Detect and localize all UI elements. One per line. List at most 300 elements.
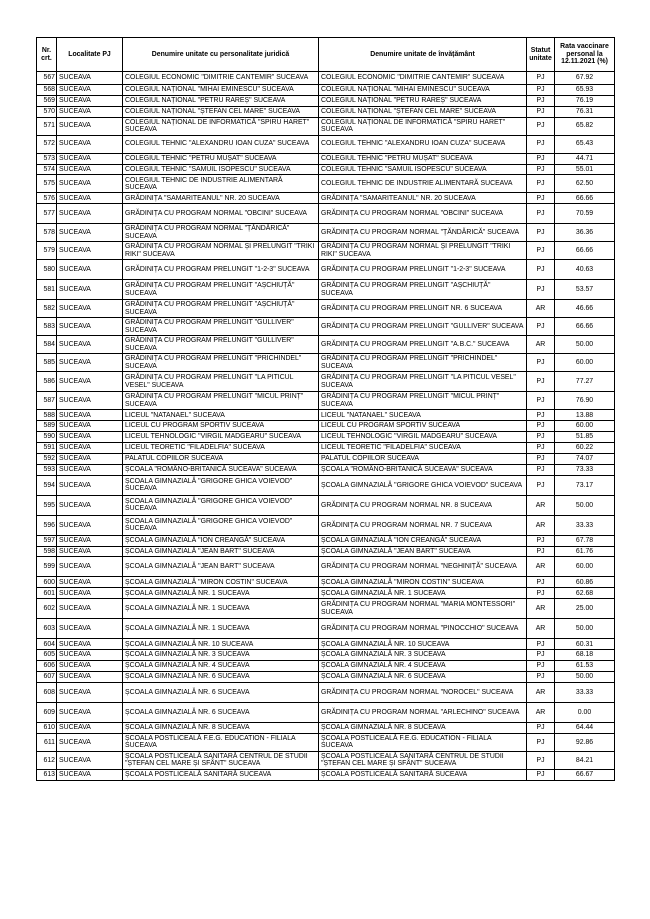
cell-rata-vaccinare: 66.67 <box>555 769 615 780</box>
cell-unitate-invatamant: GRĂDINIȚA CU PROGRAM NORMAL "NOROCEL" SUCEAVA <box>319 682 527 702</box>
cell-unitate-pj: ȘCOALA GIMNAZIALĂ "GRIGORE GHICA VOIEVOD" SUCEAVA <box>123 495 319 515</box>
table-row <box>37 599 615 619</box>
table-row <box>37 175 615 193</box>
cell-unitate-invatamant: ȘCOALA GIMNAZIALĂ NR. 8 SUCEAVA <box>319 722 527 733</box>
cell-rata-vaccinare: 60.31 <box>555 639 615 650</box>
cell-statut-unitate: PJ <box>527 639 555 650</box>
cell-localitate-pj: SUCEAVA <box>57 671 123 682</box>
cell-localitate-pj: SUCEAVA <box>57 702 123 722</box>
table-row <box>37 619 615 639</box>
table-row <box>37 475 615 495</box>
cell-unitate-pj: PALATUL COPIILOR SUCEAVA <box>123 453 319 464</box>
cell-unitate-pj: COLEGIUL NAȚIONAL "ȘTEFAN CEL MARE" SUCEAVA <box>123 106 319 117</box>
cell-unitate-invatamant: GRĂDINIȚA CU PROGRAM PRELUNGIT "GULLIVER" SUCEAVA <box>319 318 527 336</box>
cell-unitate-invatamant: GRĂDINIȚA CU PROGRAM PRELUNGIT "PRICHINDEL" SUCEAVA <box>319 354 527 372</box>
cell-localitate-pj: SUCEAVA <box>57 242 123 260</box>
cell-rata-vaccinare: 92.86 <box>555 733 615 751</box>
cell-unitate-invatamant: GRĂDINIȚA CU PROGRAM NORMAL "PINOCCHIO" SUCEAVA <box>319 619 527 639</box>
cell-unitate-invatamant: ȘCOALA POSTLICEALĂ SANITARĂ CENTRUL DE STUDII "ȘTEFAN CEL MARE ȘI SFÂNT" SUCEAVA <box>319 751 527 769</box>
cell-statut-unitate: PJ <box>527 588 555 599</box>
cell-nr-crt: 604 <box>37 639 57 650</box>
cell-statut-unitate: PJ <box>527 650 555 661</box>
table-row <box>37 577 615 588</box>
table-row <box>37 242 615 260</box>
cell-unitate-invatamant: ȘCOALA GIMNAZIALĂ "ION CREANGĂ" SUCEAVA <box>319 535 527 546</box>
table-row <box>37 85 615 96</box>
cell-nr-crt: 593 <box>37 464 57 475</box>
cell-unitate-invatamant: COLEGIUL NAȚIONAL "PETRU RAREȘ" SUCEAVA <box>319 95 527 106</box>
table-row <box>37 722 615 733</box>
cell-unitate-pj: GRĂDINIȚA CU PROGRAM PRELUNGIT "PRICHINDEL" SUCEAVA <box>123 354 319 372</box>
table-row <box>37 588 615 599</box>
cell-rata-vaccinare: 60.00 <box>555 557 615 577</box>
table-row <box>37 453 615 464</box>
cell-unitate-invatamant: GRĂDINIȚA CU PROGRAM NORMAL "MARIA MONTESSORI" SUCEAVA <box>319 599 527 619</box>
cell-statut-unitate: PJ <box>527 204 555 224</box>
cell-unitate-pj: ȘCOALA GIMNAZIALĂ NR. 10 SUCEAVA <box>123 639 319 650</box>
cell-localitate-pj: SUCEAVA <box>57 661 123 672</box>
cell-nr-crt: 568 <box>37 85 57 96</box>
cell-unitate-invatamant: COLEGIUL NAȚIONAL "ȘTEFAN CEL MARE" SUCEAVA <box>319 106 527 117</box>
cell-nr-crt: 569 <box>37 95 57 106</box>
cell-rata-vaccinare: 25.00 <box>555 599 615 619</box>
cell-nr-crt: 585 <box>37 354 57 372</box>
cell-unitate-invatamant: LICEUL CU PROGRAM SPORTIV SUCEAVA <box>319 421 527 432</box>
cell-nr-crt: 610 <box>37 722 57 733</box>
cell-nr-crt: 589 <box>37 421 57 432</box>
cell-statut-unitate: PJ <box>527 135 555 153</box>
table-row <box>37 535 615 546</box>
cell-unitate-invatamant: GRĂDINIȚA CU PROGRAM NORMAL "OBCINI" SUCEAVA <box>319 204 527 224</box>
cell-statut-unitate: PJ <box>527 72 555 85</box>
cell-unitate-invatamant: ȘCOALA POSTLICEALĂ SANITARĂ SUCEAVA <box>319 769 527 780</box>
cell-nr-crt: 596 <box>37 515 57 535</box>
cell-rata-vaccinare: 76.31 <box>555 106 615 117</box>
cell-rata-vaccinare: 33.33 <box>555 682 615 702</box>
cell-rata-vaccinare: 62.50 <box>555 175 615 193</box>
cell-statut-unitate: PJ <box>527 432 555 443</box>
cell-statut-unitate: PJ <box>527 372 555 392</box>
table-row <box>37 300 615 318</box>
cell-statut-unitate: PJ <box>527 453 555 464</box>
cell-localitate-pj: SUCEAVA <box>57 164 123 175</box>
cell-rata-vaccinare: 60.00 <box>555 354 615 372</box>
cell-unitate-invatamant: COLEGIUL TEHNIC "PETRU MUȘAT" SUCEAVA <box>319 153 527 164</box>
cell-localitate-pj: SUCEAVA <box>57 432 123 443</box>
table-row <box>37 224 615 242</box>
cell-rata-vaccinare: 70.59 <box>555 204 615 224</box>
vaccination-rate-table <box>36 37 615 781</box>
cell-unitate-pj: GRĂDINIȚA "SAMARITEANUL" NR. 20 SUCEAVA <box>123 193 319 204</box>
cell-rata-vaccinare: 67.92 <box>555 72 615 85</box>
table-row <box>37 733 615 751</box>
cell-nr-crt: 592 <box>37 453 57 464</box>
cell-rata-vaccinare: 66.66 <box>555 318 615 336</box>
cell-nr-crt: 598 <box>37 546 57 557</box>
table-body <box>37 72 615 781</box>
cell-unitate-invatamant: GRĂDINIȚA CU PROGRAM NORMAL "ARLECHINO" SUCEAVA <box>319 702 527 722</box>
cell-unitate-invatamant: ȘCOALA GIMNAZIALĂ "MIRON COSTIN" SUCEAVA <box>319 577 527 588</box>
cell-nr-crt: 608 <box>37 682 57 702</box>
cell-unitate-invatamant: GRĂDINIȚA CU PROGRAM NORMAL ȘI PRELUNGIT "TRIKI RIKI" SUCEAVA <box>319 242 527 260</box>
cell-localitate-pj: SUCEAVA <box>57 85 123 96</box>
cell-rata-vaccinare: 60.22 <box>555 443 615 454</box>
table-row <box>37 372 615 392</box>
cell-localitate-pj: SUCEAVA <box>57 224 123 242</box>
cell-statut-unitate: PJ <box>527 117 555 135</box>
cell-unitate-invatamant: GRĂDINIȚA CU PROGRAM NORMAL NR. 8 SUCEAVA <box>319 495 527 515</box>
cell-statut-unitate: AR <box>527 599 555 619</box>
cell-unitate-invatamant: LICEUL TEORETIC "FILADELFIA" SUCEAVA <box>319 443 527 454</box>
cell-statut-unitate: AR <box>527 300 555 318</box>
cell-statut-unitate: PJ <box>527 224 555 242</box>
cell-nr-crt: 576 <box>37 193 57 204</box>
cell-nr-crt: 581 <box>37 280 57 300</box>
header-rata: Rata vaccinare personal la 12.11.2021 (%) <box>555 38 615 72</box>
cell-nr-crt: 583 <box>37 318 57 336</box>
cell-statut-unitate: PJ <box>527 546 555 557</box>
cell-unitate-pj: GRĂDINIȚA CU PROGRAM PRELUNGIT "1-2-3" SUCEAVA <box>123 260 319 280</box>
table-row <box>37 495 615 515</box>
cell-unitate-pj: ȘCOALA GIMNAZIALĂ "JEAN BART" SUCEAVA <box>123 546 319 557</box>
cell-unitate-pj: GRĂDINIȚA CU PROGRAM PRELUNGIT "GULLIVER" SUCEAVA <box>123 336 319 354</box>
cell-unitate-pj: GRĂDINIȚA CU PROGRAM NORMAL "ȚĂNDĂRICĂ" SUCEAVA <box>123 224 319 242</box>
cell-rata-vaccinare: 76.19 <box>555 95 615 106</box>
cell-unitate-pj: ȘCOALA GIMNAZIALĂ NR. 3 SUCEAVA <box>123 650 319 661</box>
cell-statut-unitate: PJ <box>527 410 555 421</box>
cell-unitate-pj: COLEGIUL TEHNIC "ALEXANDRU IOAN CUZA" SUCEAVA <box>123 135 319 153</box>
cell-unitate-pj: LICEUL TEORETIC "FILADELFIA" SUCEAVA <box>123 443 319 454</box>
cell-nr-crt: 580 <box>37 260 57 280</box>
table-row <box>37 204 615 224</box>
table-row <box>37 354 615 372</box>
cell-nr-crt: 579 <box>37 242 57 260</box>
table-row <box>37 702 615 722</box>
table-row <box>37 95 615 106</box>
cell-nr-crt: 597 <box>37 535 57 546</box>
cell-rata-vaccinare: 74.07 <box>555 453 615 464</box>
cell-statut-unitate: PJ <box>527 164 555 175</box>
cell-nr-crt: 575 <box>37 175 57 193</box>
cell-localitate-pj: SUCEAVA <box>57 336 123 354</box>
cell-unitate-pj: COLEGIUL TEHNIC DE INDUSTRIE ALIMENTARĂ SUCEAVA <box>123 175 319 193</box>
cell-unitate-pj: LICEUL CU PROGRAM SPORTIV SUCEAVA <box>123 421 319 432</box>
cell-rata-vaccinare: 68.18 <box>555 650 615 661</box>
cell-unitate-invatamant: COLEGIUL TEHNIC DE INDUSTRIE ALIMENTARĂ SUCEAVA <box>319 175 527 193</box>
cell-localitate-pj: SUCEAVA <box>57 372 123 392</box>
cell-nr-crt: 599 <box>37 557 57 577</box>
cell-rata-vaccinare: 36.36 <box>555 224 615 242</box>
cell-localitate-pj: SUCEAVA <box>57 443 123 454</box>
table-row <box>37 336 615 354</box>
header-unitate: Denumire unitate de învățământ <box>319 38 527 72</box>
cell-rata-vaccinare: 64.44 <box>555 722 615 733</box>
cell-unitate-invatamant: COLEGIUL TEHNIC "SAMUIL ISOPESCU" SUCEAVA <box>319 164 527 175</box>
cell-nr-crt: 570 <box>37 106 57 117</box>
cell-nr-crt: 605 <box>37 650 57 661</box>
cell-rata-vaccinare: 65.93 <box>555 85 615 96</box>
cell-localitate-pj: SUCEAVA <box>57 204 123 224</box>
header-row <box>37 38 615 72</box>
cell-unitate-invatamant: LICEUL "NATANAEL" SUCEAVA <box>319 410 527 421</box>
cell-nr-crt: 571 <box>37 117 57 135</box>
cell-nr-crt: 586 <box>37 372 57 392</box>
cell-rata-vaccinare: 84.21 <box>555 751 615 769</box>
cell-rata-vaccinare: 50.00 <box>555 619 615 639</box>
cell-unitate-pj: GRĂDINIȚA CU PROGRAM PRELUNGIT "MICUL PRINȚ" SUCEAVA <box>123 392 319 410</box>
cell-nr-crt: 578 <box>37 224 57 242</box>
cell-rata-vaccinare: 67.78 <box>555 535 615 546</box>
cell-unitate-pj: COLEGIUL NAȚIONAL "PETRU RAREȘ" SUCEAVA <box>123 95 319 106</box>
cell-statut-unitate: PJ <box>527 661 555 672</box>
cell-nr-crt: 574 <box>37 164 57 175</box>
cell-statut-unitate: PJ <box>527 95 555 106</box>
table-row <box>37 72 615 85</box>
table-row <box>37 661 615 672</box>
cell-statut-unitate: AR <box>527 619 555 639</box>
cell-nr-crt: 600 <box>37 577 57 588</box>
cell-unitate-pj: GRĂDINIȚA CU PROGRAM NORMAL ȘI PRELUNGIT "TRIKI RIKI" SUCEAVA <box>123 242 319 260</box>
cell-unitate-invatamant: ȘCOALA POSTLICEALĂ F.E.G. EDUCATION - FILIALA SUCEAVA <box>319 733 527 751</box>
cell-nr-crt: 573 <box>37 153 57 164</box>
cell-rata-vaccinare: 44.71 <box>555 153 615 164</box>
cell-unitate-pj: ȘCOALA POSTLICEALĂ F.E.G. EDUCATION - FILIALA SUCEAVA <box>123 733 319 751</box>
table-row <box>37 751 615 769</box>
cell-unitate-pj: ȘCOALA GIMNAZIALĂ "ION CREANGĂ" SUCEAVA <box>123 535 319 546</box>
cell-unitate-pj: GRĂDINIȚA CU PROGRAM PRELUNGIT "LA PITICUL VESEL" SUCEAVA <box>123 372 319 392</box>
cell-localitate-pj: SUCEAVA <box>57 280 123 300</box>
cell-localitate-pj: SUCEAVA <box>57 72 123 85</box>
cell-localitate-pj: SUCEAVA <box>57 722 123 733</box>
cell-localitate-pj: SUCEAVA <box>57 354 123 372</box>
cell-unitate-invatamant: ȘCOALA GIMNAZIALĂ NR. 6 SUCEAVA <box>319 671 527 682</box>
cell-localitate-pj: SUCEAVA <box>57 599 123 619</box>
table-row <box>37 318 615 336</box>
cell-rata-vaccinare: 65.43 <box>555 135 615 153</box>
cell-localitate-pj: SUCEAVA <box>57 535 123 546</box>
cell-unitate-pj: ȘCOALA GIMNAZIALĂ NR. 1 SUCEAVA <box>123 619 319 639</box>
cell-localitate-pj: SUCEAVA <box>57 495 123 515</box>
cell-unitate-pj: COLEGIUL NAȚIONAL DE INFORMATICĂ "SPIRU HARET" SUCEAVA <box>123 117 319 135</box>
cell-rata-vaccinare: 61.53 <box>555 661 615 672</box>
cell-statut-unitate: AR <box>527 495 555 515</box>
cell-rata-vaccinare: 55.01 <box>555 164 615 175</box>
header-localitate: Localitate PJ <box>57 38 123 72</box>
cell-unitate-invatamant: COLEGIUL NAȚIONAL DE INFORMATICĂ "SPIRU HARET" SUCEAVA <box>319 117 527 135</box>
cell-localitate-pj: SUCEAVA <box>57 619 123 639</box>
cell-unitate-pj: ȘCOALA GIMNAZIALĂ "JEAN BART" SUCEAVA <box>123 557 319 577</box>
cell-localitate-pj: SUCEAVA <box>57 769 123 780</box>
table-row <box>37 557 615 577</box>
cell-localitate-pj: SUCEAVA <box>57 153 123 164</box>
cell-statut-unitate: PJ <box>527 106 555 117</box>
cell-localitate-pj: SUCEAVA <box>57 117 123 135</box>
cell-rata-vaccinare: 0.00 <box>555 702 615 722</box>
table-row <box>37 432 615 443</box>
cell-localitate-pj: SUCEAVA <box>57 682 123 702</box>
cell-nr-crt: 567 <box>37 72 57 85</box>
table-row <box>37 671 615 682</box>
cell-unitate-pj: ȘCOALA GIMNAZIALĂ NR. 6 SUCEAVA <box>123 671 319 682</box>
cell-statut-unitate: PJ <box>527 464 555 475</box>
cell-rata-vaccinare: 46.66 <box>555 300 615 318</box>
table-row <box>37 153 615 164</box>
cell-localitate-pj: SUCEAVA <box>57 546 123 557</box>
cell-statut-unitate: PJ <box>527 769 555 780</box>
cell-unitate-pj: LICEUL "NATANAEL" SUCEAVA <box>123 410 319 421</box>
cell-unitate-invatamant: ȘCOALA GIMNAZIALĂ NR. 10 SUCEAVA <box>319 639 527 650</box>
cell-statut-unitate: PJ <box>527 354 555 372</box>
cell-localitate-pj: SUCEAVA <box>57 95 123 106</box>
cell-localitate-pj: SUCEAVA <box>57 318 123 336</box>
cell-nr-crt: 577 <box>37 204 57 224</box>
cell-unitate-invatamant: GRĂDINIȚA CU PROGRAM PRELUNGIT "A.B.C." SUCEAVA <box>319 336 527 354</box>
table-row <box>37 106 615 117</box>
cell-localitate-pj: SUCEAVA <box>57 106 123 117</box>
cell-unitate-pj: COLEGIUL TEHNIC "SAMUIL ISOPESCU" SUCEAVA <box>123 164 319 175</box>
table-row <box>37 639 615 650</box>
cell-unitate-pj: COLEGIUL NAȚIONAL "MIHAI EMINESCU" SUCEAVA <box>123 85 319 96</box>
cell-statut-unitate: PJ <box>527 242 555 260</box>
table-row <box>37 546 615 557</box>
cell-nr-crt: 572 <box>37 135 57 153</box>
cell-unitate-pj: GRĂDINIȚA CU PROGRAM PRELUNGIT "AȘCHIUȚĂ" SUCEAVA <box>123 300 319 318</box>
cell-nr-crt: 594 <box>37 475 57 495</box>
cell-statut-unitate: AR <box>527 515 555 535</box>
cell-unitate-pj: ȘCOALA "ROMÂNO-BRITANICĂ SUCEAVA" SUCEAVA <box>123 464 319 475</box>
cell-nr-crt: 606 <box>37 661 57 672</box>
cell-nr-crt: 613 <box>37 769 57 780</box>
cell-statut-unitate: AR <box>527 702 555 722</box>
cell-localitate-pj: SUCEAVA <box>57 577 123 588</box>
cell-unitate-invatamant: GRĂDINIȚA CU PROGRAM NORMAL NR. 7 SUCEAVA <box>319 515 527 535</box>
cell-nr-crt: 588 <box>37 410 57 421</box>
cell-nr-crt: 603 <box>37 619 57 639</box>
cell-unitate-invatamant: COLEGIUL NAȚIONAL "MIHAI EMINESCU" SUCEAVA <box>319 85 527 96</box>
cell-unitate-invatamant: GRĂDINIȚA CU PROGRAM PRELUNGIT "AȘCHIUȚĂ" SUCEAVA <box>319 280 527 300</box>
cell-rata-vaccinare: 50.00 <box>555 336 615 354</box>
cell-unitate-invatamant: GRĂDINIȚA CU PROGRAM PRELUNGIT "1-2-3" SUCEAVA <box>319 260 527 280</box>
cell-localitate-pj: SUCEAVA <box>57 733 123 751</box>
cell-nr-crt: 609 <box>37 702 57 722</box>
cell-localitate-pj: SUCEAVA <box>57 588 123 599</box>
cell-statut-unitate: AR <box>527 336 555 354</box>
cell-unitate-pj: ȘCOALA POSTLICEALĂ SANITARĂ SUCEAVA <box>123 769 319 780</box>
cell-statut-unitate: PJ <box>527 722 555 733</box>
cell-unitate-invatamant: COLEGIUL ECONOMIC "DIMITRIE CANTEMIR" SUCEAVA <box>319 72 527 85</box>
cell-unitate-pj: GRĂDINIȚA CU PROGRAM PRELUNGIT "AȘCHIUȚĂ" SUCEAVA <box>123 280 319 300</box>
cell-localitate-pj: SUCEAVA <box>57 421 123 432</box>
table-row <box>37 193 615 204</box>
cell-nr-crt: 582 <box>37 300 57 318</box>
cell-rata-vaccinare: 60.86 <box>555 577 615 588</box>
cell-statut-unitate: AR <box>527 682 555 702</box>
cell-rata-vaccinare: 73.17 <box>555 475 615 495</box>
cell-unitate-pj: ȘCOALA GIMNAZIALĂ "MIRON COSTIN" SUCEAVA <box>123 577 319 588</box>
cell-nr-crt: 587 <box>37 392 57 410</box>
cell-localitate-pj: SUCEAVA <box>57 175 123 193</box>
cell-unitate-pj: ȘCOALA POSTLICEALĂ SANITARĂ CENTRUL DE STUDII "ȘTEFAN CEL MARE ȘI SFÂNT" SUCEAVA <box>123 751 319 769</box>
cell-statut-unitate: AR <box>527 557 555 577</box>
cell-localitate-pj: SUCEAVA <box>57 557 123 577</box>
cell-statut-unitate: PJ <box>527 475 555 495</box>
cell-unitate-invatamant: ȘCOALA GIMNAZIALĂ "GRIGORE GHICA VOIEVOD" SUCEAVA <box>319 475 527 495</box>
cell-rata-vaccinare: 53.57 <box>555 280 615 300</box>
cell-nr-crt: 612 <box>37 751 57 769</box>
header-pj: Denumire unitate cu personalitate juridică <box>123 38 319 72</box>
cell-rata-vaccinare: 66.66 <box>555 242 615 260</box>
header-statut: Statut unitate <box>527 38 555 72</box>
cell-localitate-pj: SUCEAVA <box>57 300 123 318</box>
table-row <box>37 260 615 280</box>
cell-unitate-pj: ȘCOALA GIMNAZIALĂ NR. 6 SUCEAVA <box>123 702 319 722</box>
table-row <box>37 464 615 475</box>
cell-unitate-invatamant: LICEUL TEHNOLOGIC "VIRGIL MADGEARU" SUCEAVA <box>319 432 527 443</box>
cell-unitate-pj: ȘCOALA GIMNAZIALĂ NR. 1 SUCEAVA <box>123 588 319 599</box>
cell-statut-unitate: PJ <box>527 85 555 96</box>
cell-localitate-pj: SUCEAVA <box>57 453 123 464</box>
cell-unitate-invatamant: ȘCOALA GIMNAZIALĂ "JEAN BART" SUCEAVA <box>319 546 527 557</box>
cell-localitate-pj: SUCEAVA <box>57 639 123 650</box>
cell-unitate-invatamant: GRĂDINIȚA CU PROGRAM PRELUNGIT NR. 6 SUCEAVA <box>319 300 527 318</box>
cell-unitate-invatamant: ȘCOALA GIMNAZIALĂ NR. 4 SUCEAVA <box>319 661 527 672</box>
cell-unitate-pj: ȘCOALA GIMNAZIALĂ NR. 6 SUCEAVA <box>123 682 319 702</box>
cell-rata-vaccinare: 13.88 <box>555 410 615 421</box>
cell-rata-vaccinare: 33.33 <box>555 515 615 535</box>
cell-nr-crt: 601 <box>37 588 57 599</box>
table-row <box>37 682 615 702</box>
table-row <box>37 410 615 421</box>
cell-statut-unitate: PJ <box>527 751 555 769</box>
cell-localitate-pj: SUCEAVA <box>57 475 123 495</box>
cell-localitate-pj: SUCEAVA <box>57 515 123 535</box>
cell-nr-crt: 591 <box>37 443 57 454</box>
cell-localitate-pj: SUCEAVA <box>57 260 123 280</box>
cell-unitate-invatamant: ȘCOALA GIMNAZIALĂ NR. 3 SUCEAVA <box>319 650 527 661</box>
cell-rata-vaccinare: 60.00 <box>555 421 615 432</box>
cell-statut-unitate: PJ <box>527 733 555 751</box>
cell-unitate-pj: GRĂDINIȚA CU PROGRAM NORMAL "OBCINI" SUCEAVA <box>123 204 319 224</box>
cell-statut-unitate: PJ <box>527 193 555 204</box>
cell-statut-unitate: PJ <box>527 260 555 280</box>
cell-rata-vaccinare: 62.68 <box>555 588 615 599</box>
cell-statut-unitate: PJ <box>527 421 555 432</box>
cell-unitate-pj: LICEUL TEHNOLOGIC "VIRGIL MADGEARU" SUCEAVA <box>123 432 319 443</box>
cell-rata-vaccinare: 51.85 <box>555 432 615 443</box>
cell-unitate-invatamant: PALATUL COPIILOR SUCEAVA <box>319 453 527 464</box>
cell-rata-vaccinare: 65.82 <box>555 117 615 135</box>
cell-statut-unitate: PJ <box>527 577 555 588</box>
cell-localitate-pj: SUCEAVA <box>57 751 123 769</box>
cell-statut-unitate: PJ <box>527 175 555 193</box>
cell-unitate-pj: COLEGIUL ECONOMIC "DIMITRIE CANTEMIR" SUCEAVA <box>123 72 319 85</box>
cell-unitate-pj: ȘCOALA GIMNAZIALĂ NR. 8 SUCEAVA <box>123 722 319 733</box>
table-row <box>37 443 615 454</box>
table-row <box>37 135 615 153</box>
cell-localitate-pj: SUCEAVA <box>57 464 123 475</box>
table-row <box>37 280 615 300</box>
cell-rata-vaccinare: 50.00 <box>555 671 615 682</box>
table-row <box>37 421 615 432</box>
cell-statut-unitate: PJ <box>527 318 555 336</box>
cell-statut-unitate: PJ <box>527 671 555 682</box>
cell-unitate-invatamant: GRĂDINIȚA CU PROGRAM PRELUNGIT "LA PITICUL VESEL" SUCEAVA <box>319 372 527 392</box>
cell-unitate-pj: ȘCOALA GIMNAZIALĂ NR. 1 SUCEAVA <box>123 599 319 619</box>
cell-localitate-pj: SUCEAVA <box>57 135 123 153</box>
table-row <box>37 769 615 780</box>
cell-nr-crt: 584 <box>37 336 57 354</box>
cell-unitate-pj: ȘCOALA GIMNAZIALĂ "GRIGORE GHICA VOIEVOD" SUCEAVA <box>123 475 319 495</box>
